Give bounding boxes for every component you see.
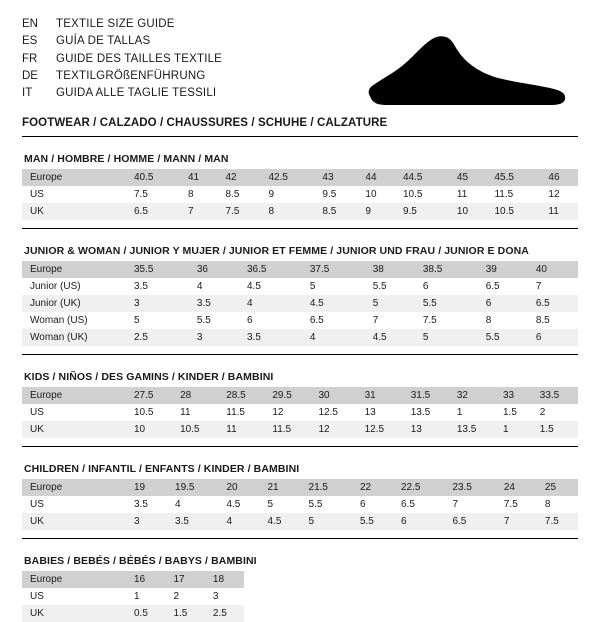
row-label: UK <box>30 516 44 527</box>
cell: 11 <box>226 424 237 435</box>
language-row <box>22 16 222 33</box>
cell: 5.5 <box>372 281 387 292</box>
cell: 39 <box>485 264 497 275</box>
table-row <box>22 513 578 530</box>
language-title: TEXTILGRÖßENFÜHRUNG <box>56 69 206 82</box>
section-title: MAN / HOMBRE / HOMME / MANN / MAN <box>24 153 229 165</box>
row-label: US <box>30 591 44 602</box>
cell: 5.5 <box>196 315 211 326</box>
table-row <box>22 588 244 605</box>
cell: 29.5 <box>272 390 292 401</box>
cell: 19 <box>134 482 146 493</box>
cell: 9.5 <box>322 189 337 200</box>
section-children <box>22 463 578 530</box>
table-row <box>22 404 578 421</box>
row-label: Woman (UK) <box>30 332 88 343</box>
row-label: Europe <box>30 574 63 585</box>
section-kids <box>22 371 578 438</box>
cell: 37.5 <box>309 264 330 275</box>
cell: 2.5 <box>134 332 148 343</box>
cell: 5 <box>422 332 429 343</box>
cell: 36.5 <box>246 264 267 275</box>
footwear-category-label: FOOTWEAR / CALZADO / CHAUSSURES / SCHUHE / CALZATURE <box>22 116 388 129</box>
cell: 6 <box>485 298 492 309</box>
cell: 9.5 <box>402 206 417 217</box>
cell: 3.5 <box>134 499 148 510</box>
language-row <box>22 33 222 50</box>
section-title: CHILDREN / INFANTIL / ENFANTS / KINDER / BAMBINI <box>24 463 300 475</box>
cell: 5 <box>134 315 140 326</box>
cell: 7.5 <box>134 189 148 200</box>
table-row <box>22 203 578 220</box>
cell: 6 <box>246 315 253 326</box>
row-label: Europe <box>30 482 63 493</box>
cell: 21.5 <box>308 482 328 493</box>
cell: 35.5 <box>134 264 154 275</box>
cell: 12 <box>548 189 560 200</box>
table-row <box>22 496 578 513</box>
language-title: GUIDE DES TAILLES TEXTILE <box>56 52 223 65</box>
table-row <box>22 278 578 295</box>
cell: 12.5 <box>364 424 385 435</box>
section-title: JUNIOR & WOMAN / JUNIOR Y MUJER / JUNIOR ET FEMME / JUNIOR UND FRAU / JUNIOR E DONA <box>24 245 529 257</box>
cell: 8.5 <box>225 189 240 200</box>
row-label: Junior (US) <box>30 281 81 292</box>
cell: 2 <box>173 591 180 602</box>
cell: 30 <box>318 390 330 401</box>
cell: 10.5 <box>402 189 423 200</box>
row-label: UK <box>30 608 44 619</box>
cell: 4 <box>246 298 253 309</box>
table-row <box>22 479 578 496</box>
size-table-man <box>22 169 578 220</box>
table-row <box>22 295 578 312</box>
cell: 13.5 <box>410 407 431 418</box>
cell: 5 <box>309 281 316 292</box>
cell: 22.5 <box>401 482 421 493</box>
cell: 46 <box>548 172 560 183</box>
row-label: Europe <box>30 390 63 401</box>
table-row <box>22 605 244 622</box>
row-label: UK <box>30 206 44 217</box>
section-title: KIDS / NIÑOS / DES GAMINS / KINDER / BAMBINI <box>24 371 274 383</box>
cell: 13 <box>410 424 422 435</box>
cell: 11 <box>548 206 559 217</box>
cell: 3 <box>212 591 219 602</box>
cell: 21 <box>267 482 279 493</box>
cell: 6.5 <box>401 499 415 510</box>
cell: 5 <box>267 499 274 510</box>
cell: 22 <box>359 482 372 493</box>
cell: 8.5 <box>322 206 337 217</box>
cell: 11.5 <box>226 407 245 418</box>
cell: 7 <box>372 315 379 326</box>
size-table-kids <box>22 387 578 438</box>
cell: 11 <box>180 407 191 418</box>
cell: 3.5 <box>246 332 261 343</box>
row-label: Europe <box>30 264 63 275</box>
language-row <box>22 51 222 68</box>
cell: 8 <box>187 189 194 200</box>
cell: 41 <box>187 172 200 183</box>
language-code: ES <box>22 35 38 48</box>
cell: 10.5 <box>494 206 514 217</box>
cell: 3.5 <box>134 281 148 292</box>
row-label: Woman (US) <box>30 315 88 326</box>
section-divider <box>22 446 578 447</box>
language-code: DE <box>22 69 38 82</box>
cell: 44 <box>365 172 377 183</box>
cell: 25 <box>544 482 557 493</box>
cell: 19.5 <box>175 482 195 493</box>
header-divider <box>22 136 578 137</box>
cell: 17 <box>173 574 185 585</box>
cell: 1.5 <box>503 407 517 418</box>
table-row <box>22 421 578 438</box>
cell: 12.5 <box>318 407 338 418</box>
table-row <box>22 312 578 329</box>
row-label: Junior (UK) <box>30 298 81 309</box>
section-junior-woman <box>22 245 578 346</box>
cell: 3 <box>196 332 203 343</box>
cell: 4 <box>175 499 181 510</box>
table-row <box>22 387 578 404</box>
cell: 42 <box>225 172 237 183</box>
cell: 6 <box>422 281 429 292</box>
cell: 9 <box>365 206 371 217</box>
cell: 6 <box>401 516 407 527</box>
cell: 7 <box>187 206 194 217</box>
cell: 6.5 <box>309 315 324 326</box>
row-label: US <box>30 499 44 510</box>
table-row <box>22 329 578 346</box>
language-row <box>22 68 222 85</box>
cell: 8.5 <box>535 315 550 326</box>
cell: 1 <box>134 591 140 602</box>
row-label: UK <box>30 424 44 435</box>
cell: 18 <box>212 574 225 585</box>
cell: 40.5 <box>134 172 154 183</box>
cell: 23.5 <box>452 482 472 493</box>
cell: 42.5 <box>268 172 288 183</box>
table-row <box>22 169 578 186</box>
cell: 10.5 <box>180 424 200 435</box>
cell: 10 <box>134 424 146 435</box>
table-row <box>22 571 244 588</box>
cell: 33 <box>503 390 515 401</box>
cell: 5 <box>308 516 315 527</box>
section-divider <box>22 354 578 355</box>
cell: 10 <box>365 189 377 200</box>
cell: 7.5 <box>503 499 518 510</box>
cell: 4 <box>196 281 203 292</box>
cell: 38 <box>372 264 384 275</box>
cell: 9 <box>268 189 275 200</box>
language-row <box>22 85 222 102</box>
cell: 2.5 <box>212 608 227 619</box>
section-babies <box>22 555 578 622</box>
cell: 0.5 <box>134 608 148 619</box>
cell: 7.5 <box>422 315 437 326</box>
cell: 28 <box>180 390 192 401</box>
cell: 5.5 <box>422 298 437 309</box>
cell: 12 <box>272 407 284 418</box>
section-divider <box>22 538 578 539</box>
cell: 5.5 <box>308 499 323 510</box>
cell: 13.5 <box>456 424 477 435</box>
cell: 8 <box>544 499 551 510</box>
cell: 40 <box>535 264 547 275</box>
cell: 28.5 <box>226 390 246 401</box>
cell: 2 <box>539 407 546 418</box>
cell: 8 <box>268 206 275 217</box>
cell: 3.5 <box>196 298 211 309</box>
cell: 1.5 <box>173 608 188 619</box>
cell: 6 <box>359 499 366 510</box>
cell: 31 <box>364 390 376 401</box>
table-row <box>22 186 578 203</box>
cell: 4.5 <box>246 281 261 292</box>
size-table-babies <box>22 571 244 622</box>
language-code: EN <box>22 18 38 30</box>
cell: 4 <box>309 332 316 343</box>
cell: 7 <box>452 499 458 510</box>
row-label: Europe <box>30 172 63 183</box>
cell: 4.5 <box>372 332 387 343</box>
table-row <box>22 261 578 278</box>
language-title: GUÍA DE TALLAS <box>56 35 151 48</box>
cell: 3.5 <box>175 516 189 527</box>
size-table-children <box>22 479 578 530</box>
cell: 45 <box>456 172 469 183</box>
cell: 7.5 <box>544 516 559 527</box>
section-divider <box>22 228 578 229</box>
cell: 6.5 <box>535 298 550 309</box>
cell: 5.5 <box>359 516 374 527</box>
size-table-junior-woman <box>22 261 578 346</box>
cell: 5.5 <box>485 332 500 343</box>
section-title: BABIES / BEBÉS / BÉBÉS / BABYS / BAMBINI <box>24 555 257 567</box>
language-title: GUIDA ALLE TAGLIE TESSILI <box>56 87 217 100</box>
cell: 11.5 <box>494 189 514 200</box>
cell: 10.5 <box>134 407 154 418</box>
cell: 8 <box>485 315 492 326</box>
cell: 24 <box>503 482 515 493</box>
cell: 43 <box>322 172 334 183</box>
cell: 1.5 <box>539 424 554 435</box>
cell: 45.5 <box>494 172 514 183</box>
cell: 36 <box>196 264 208 275</box>
language-code: IT <box>22 87 33 100</box>
cell: 33.5 <box>539 390 560 401</box>
cell: 6 <box>535 332 542 343</box>
cell: 6.5 <box>134 206 148 217</box>
cell: 13 <box>364 407 376 418</box>
language-code: FR <box>22 52 38 65</box>
row-label: US <box>30 189 44 200</box>
cell: 11 <box>456 189 468 200</box>
cell: 3 <box>134 298 140 309</box>
cell: 5 <box>372 298 379 309</box>
cell: 32 <box>456 390 468 401</box>
cell: 6.5 <box>452 516 467 527</box>
cell: 6.5 <box>485 281 500 292</box>
cell: 27.5 <box>134 390 154 401</box>
row-label: US <box>30 407 44 418</box>
cell: 7 <box>503 516 510 527</box>
cell: 4.5 <box>267 516 282 527</box>
cell: 31.5 <box>410 390 431 401</box>
cell: 38.5 <box>422 264 443 275</box>
language-title-list <box>22 16 222 103</box>
cell: 12 <box>318 424 330 435</box>
cell: 1 <box>503 424 509 435</box>
language-title: TEXTILE SIZE GUIDE <box>56 18 175 30</box>
dress-shoe-icon <box>362 34 572 112</box>
cell: 4.5 <box>226 499 241 510</box>
cell: 7.5 <box>225 206 240 217</box>
document-header <box>22 16 578 136</box>
cell: 3 <box>134 516 140 527</box>
cell: 11.5 <box>272 424 292 435</box>
cell: 4 <box>226 516 233 527</box>
cell: 20 <box>226 482 238 493</box>
section-man <box>22 153 578 220</box>
cell: 44.5 <box>402 172 423 183</box>
cell: 4.5 <box>309 298 324 309</box>
cell: 10 <box>456 206 469 217</box>
cell: 16 <box>134 574 146 585</box>
cell: 1 <box>456 407 463 418</box>
cell: 7 <box>535 281 542 292</box>
